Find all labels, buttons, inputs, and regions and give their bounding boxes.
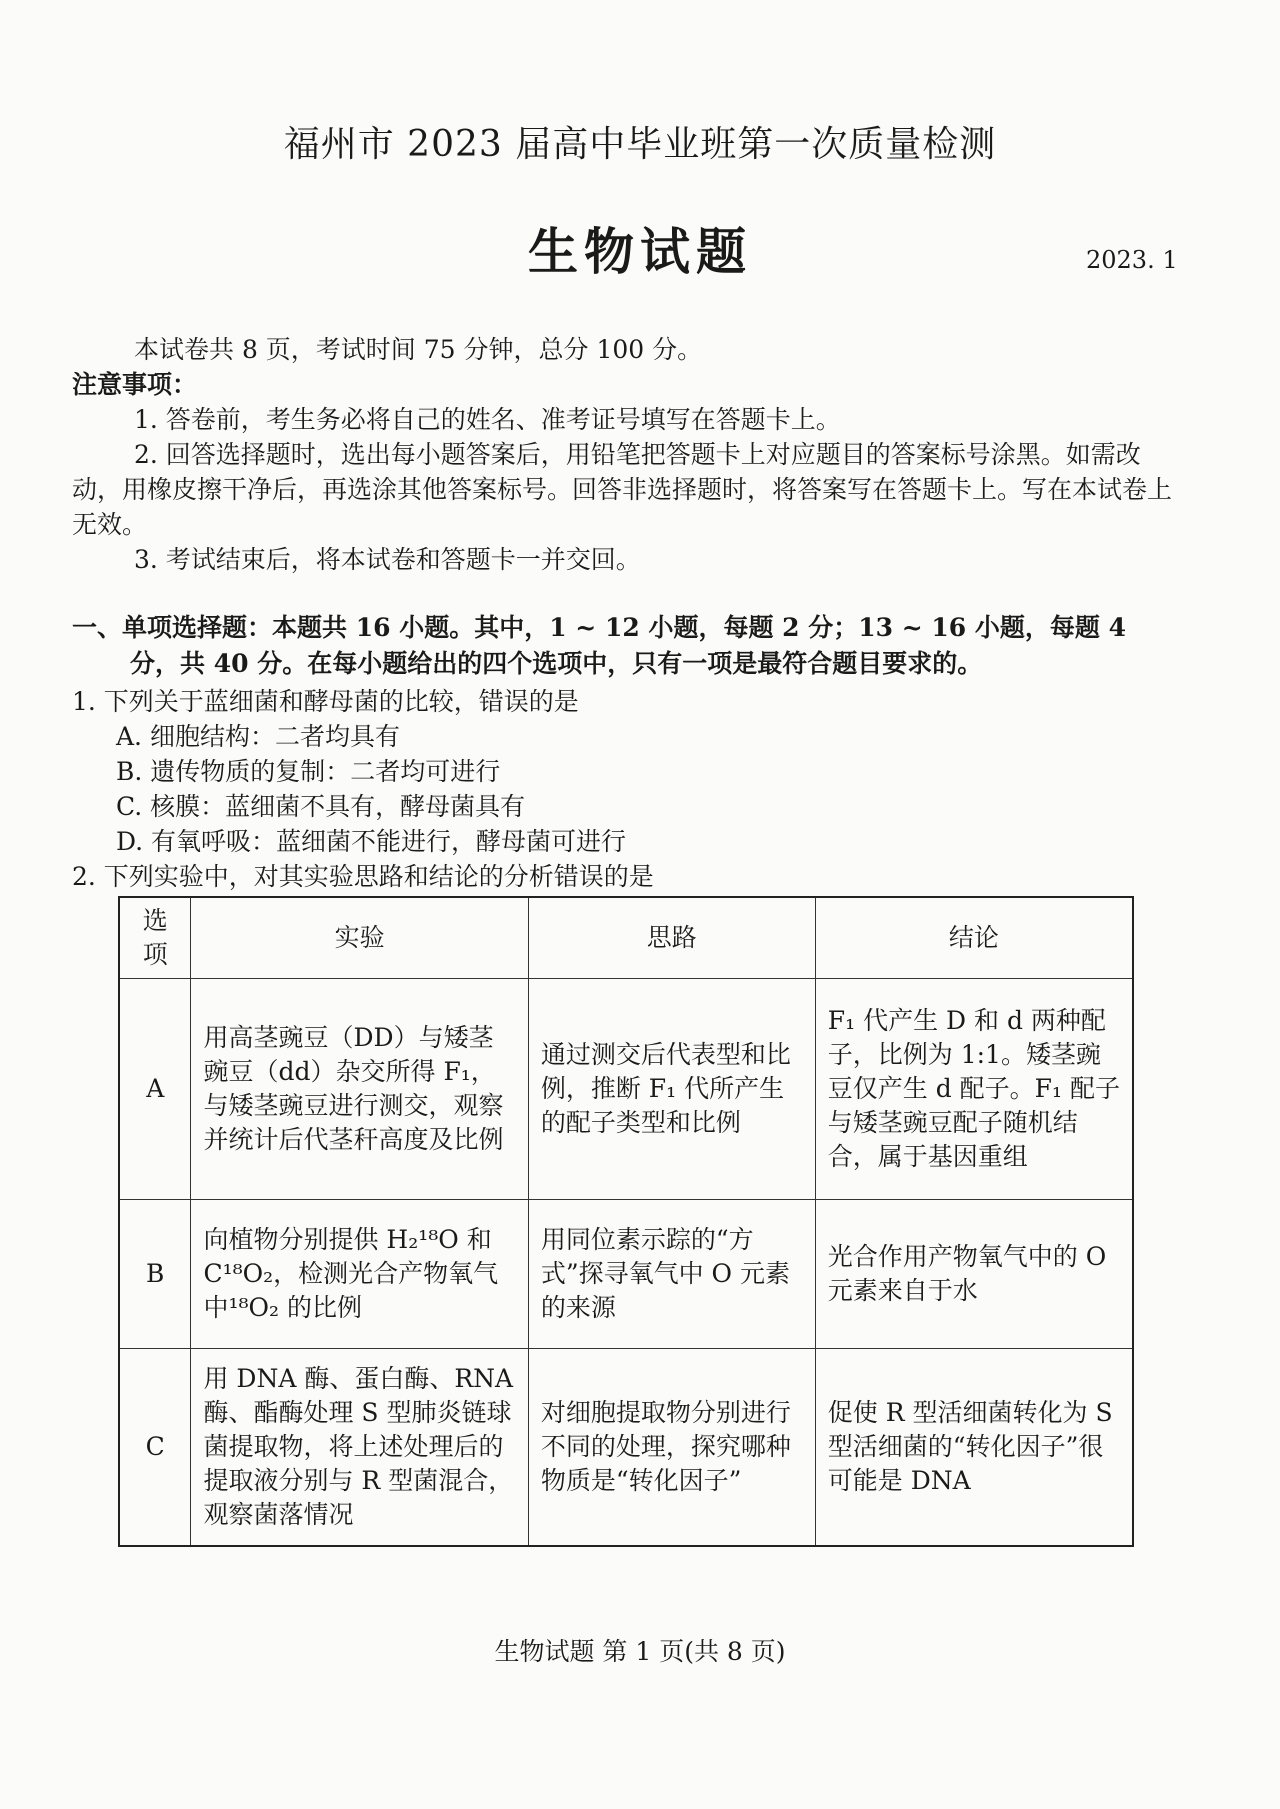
question-stem: 2. 下列实验中，对其实验思路和结论的分析错误的是 xyxy=(72,862,654,891)
table-header: 实验 xyxy=(191,897,528,979)
notice-item: 3. 考试结束后，将本试卷和答题卡一并交回。 xyxy=(134,545,641,574)
table-row xyxy=(119,1349,1133,1547)
table-header: 思路 xyxy=(528,897,815,979)
row-experiment: 用高茎豌豆（DD）与矮茎豌豆（dd）杂交所得 F₁，与矮茎豌豆进行测交，观察并统计后代茎秆高度及比例 xyxy=(191,979,528,1200)
section-heading-line: 一、单项选择题：本题共 16 小题。其中，1 ~ 12 小题，每题 2 分；13 ~ 16 小题，每题 4 xyxy=(72,613,1126,642)
notice-section xyxy=(72,332,1172,577)
row-approach: 用同位素示踪的“方式”探寻氧气中 O 元素的来源 xyxy=(528,1200,815,1349)
row-conclusion: F₁ 代产生 D 和 d 两种配子，比例为 1:1。矮茎豌豆仅产生 d 配子。F₁ 配子与矮茎豌豆配子随机结合，属于基因重组 xyxy=(815,979,1133,1200)
option-d: D. 有氧呼吸：蓝细菌不能进行，酵母菌可进行 xyxy=(116,827,627,856)
notice-item: 2. 回答选择题时，选出每小题答案后，用铅笔把答题卡上对应题目的答案标号涂黑。如需改动，用橡皮擦干净后，再选涂其他答案标号。回答非选择题时，将答案写在答题卡上。写在本试卷上无效。 xyxy=(72,440,1173,539)
row-approach: 对细胞提取物分别进行不同的处理，探究哪种物质是“转化因子” xyxy=(528,1349,815,1547)
question-stem: 1. 下列关于蓝细菌和酵母菌的比较，错误的是 xyxy=(72,687,579,716)
row-experiment: 用 DNA 酶、蛋白酶、RNA 酶、酯酶处理 S 型肺炎链球菌提取物，将上述处理后的提取液分别与 R 型菌混合，观察菌落情况 xyxy=(191,1349,528,1547)
row-option: A xyxy=(119,979,191,1200)
option-b: B. 遗传物质的复制：二者均可进行 xyxy=(116,757,501,786)
row-conclusion: 促使 R 型活细菌转化为 S 型活细菌的“转化因子”很可能是 DNA xyxy=(815,1349,1133,1547)
exam-title: 福州市 2023 届高中毕业班第一次质量检测 xyxy=(283,124,997,165)
notice-item: 1. 答卷前，考生务必将自己的姓名、准考证号填写在答题卡上。 xyxy=(134,405,841,434)
table-row xyxy=(119,1200,1133,1349)
question-1 xyxy=(72,684,1172,894)
experiment-table xyxy=(118,896,1134,1547)
row-conclusion: 光合作用产物氧气中的 O 元素来自于水 xyxy=(815,1200,1133,1349)
section-heading xyxy=(72,610,1172,682)
page-footer: 生物试题 第 1 页(共 8 页) xyxy=(494,1637,786,1666)
table-header: 结论 xyxy=(815,897,1133,979)
option-a: A. 细胞结构：二者均具有 xyxy=(116,722,400,751)
table-header: 选项 xyxy=(119,897,191,979)
subject-title: 生物试题 xyxy=(528,222,752,281)
table-row xyxy=(119,979,1133,1200)
notice-heading: 注意事项： xyxy=(72,370,198,399)
table-header-row xyxy=(119,897,1133,979)
exam-date: 2023. 1 xyxy=(1086,246,1178,274)
row-option: C xyxy=(119,1349,191,1547)
row-experiment: 向植物分别提供 H₂¹⁸O 和 C¹⁸O₂，检测光合产物氧气中¹⁸O₂ 的比例 xyxy=(191,1200,528,1349)
row-option: B xyxy=(119,1200,191,1349)
option-c: C. 核膜：蓝细菌不具有，酵母菌具有 xyxy=(116,792,526,821)
intro-text: 本试卷共 8 页，考试时间 75 分钟，总分 100 分。 xyxy=(134,335,703,364)
row-approach: 通过测交后代表型和比例，推断 F₁ 代所产生的配子类型和比例 xyxy=(528,979,815,1200)
section-heading-line: 分，共 40 分。在每小题给出的四个选项中，只有一项是最符合题目要求的。 xyxy=(130,649,983,678)
